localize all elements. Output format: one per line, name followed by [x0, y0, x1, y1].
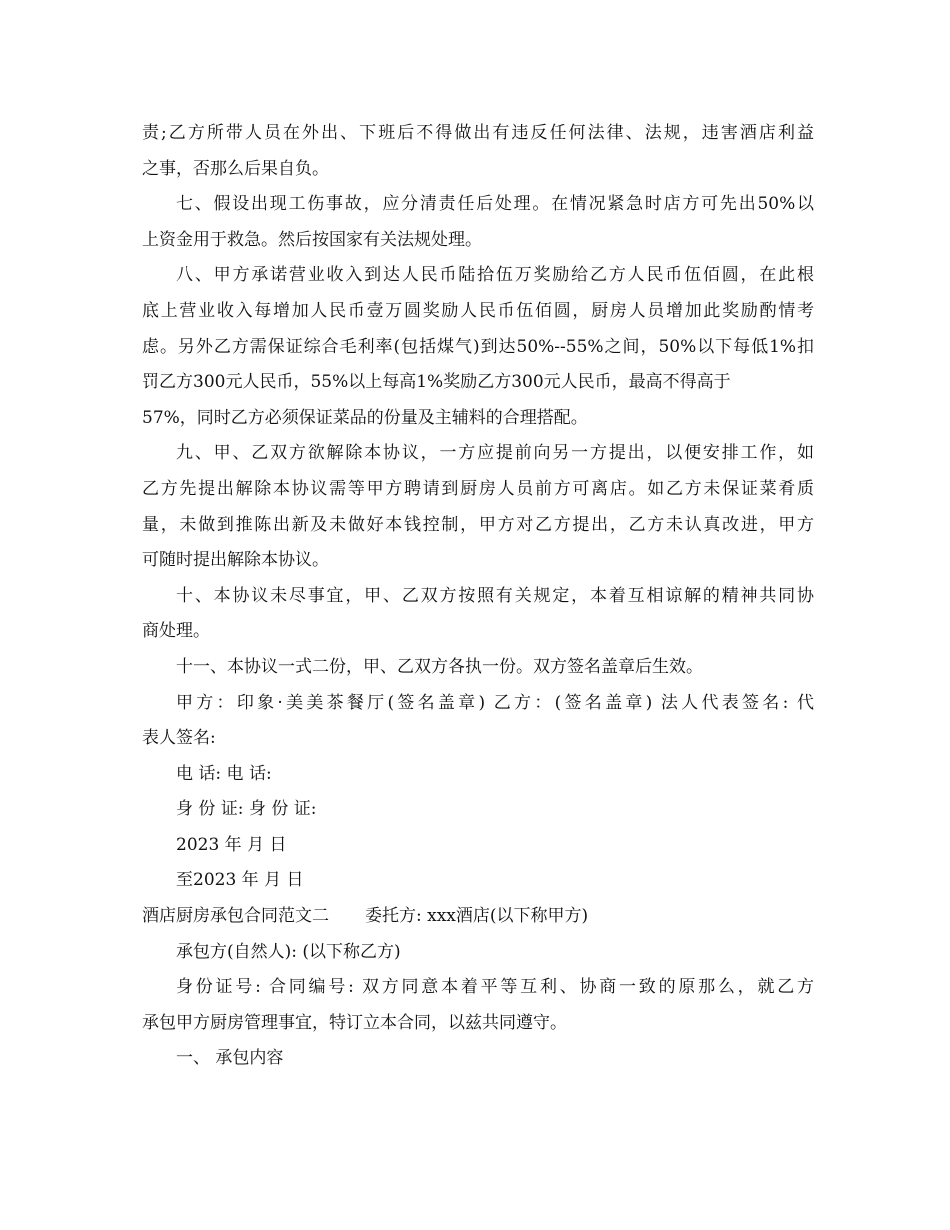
text-line: 可随时提出解除本协议。 — [142, 550, 329, 571]
text-line: 表人签名: — [142, 728, 216, 749]
text-line: 八、甲方承诺营业收入到达人民币陆拾伍万奖励给乙方人民币伍佰圆，在此根 — [176, 265, 814, 286]
text-line: 至2023 年 月 日 — [176, 870, 304, 891]
text-line: 十、本协议未尽事宜，甲、乙双方按照有关规定，本着互相谅解的精神共同协 — [176, 585, 814, 606]
text-line: 九、甲、乙双方欲解除本协议，一方应提前向另一方提出，以便安排工作，如 — [176, 443, 814, 464]
text-line: 上资金用于救急。然后按国家有关法规处理。 — [142, 229, 482, 250]
text-segment: 委托方: xxx酒店(以下称甲方) — [365, 906, 589, 927]
text-line: 承包方(自然人): (以下称乙方) — [176, 941, 401, 962]
text-line: 乙方先提出解除本协议需等甲方聘请到厨房人员前方可离店。如乙方未保证菜肴质 — [142, 478, 814, 499]
document-body — [142, 116, 814, 1077]
text-line: 七、假设出现工伤事故，应分清责任后处理。在情况紧急时店方可先出50%以 — [176, 194, 814, 215]
section-title: 酒店厨房承包合同范文二 — [142, 906, 329, 927]
text-line: 罚乙方300元人民币，55%以上每高1%奖励乙方300元人民币，最高不得高于 — [142, 372, 731, 393]
text-line: 责;乙方所带人员在外出、下班后不得做出有违反任何法律、法规，违害酒店利益 — [142, 123, 814, 143]
text-line: 商处理。 — [142, 621, 210, 642]
text-line: 底上营业收入每增加人民币壹万圆奖励人民币伍佰圆，厨房人员增加此奖励酌情考 — [142, 300, 814, 321]
text-line: 量，未做到推陈出新及未做好本钱控制，甲方对乙方提出，乙方未认真改进，甲方 — [142, 514, 814, 535]
text-line: 身 份 证: 身 份 证: — [176, 799, 317, 820]
text-line: 2023 年 月 日 — [176, 834, 287, 855]
text-line: 承包甲方厨房管理事宜，特订立本合同，以兹共同遵守。 — [142, 1012, 567, 1033]
text-line: 电 话: 电 话: — [176, 763, 272, 784]
text-line: 十一、本协议一式二份，甲、乙双方各执一份。双方签名盖章后生效。 — [176, 656, 703, 677]
text-line: 之事，否那么后果自负。 — [142, 158, 329, 179]
text-line: 甲方：印象·美美茶餐厅(签名盖章) 乙方：(签名盖章) 法人代表签名: 代 — [176, 692, 814, 713]
text-line: 57%，同时乙方必须保证菜品的份量及主辅料的合理搭配。 — [142, 407, 588, 428]
text-line — [142, 899, 814, 935]
text-line: 一、 承包内容 — [176, 1048, 284, 1069]
text-line: 身份证号: 合同编号: 双方同意本着平等互利、协商一致的原那么，就乙方 — [176, 977, 814, 998]
text-line: 虑。另外乙方需保证综合毛利率(包括煤气)到达50%--55%之间，50%以下每低1%扣 — [142, 336, 814, 357]
